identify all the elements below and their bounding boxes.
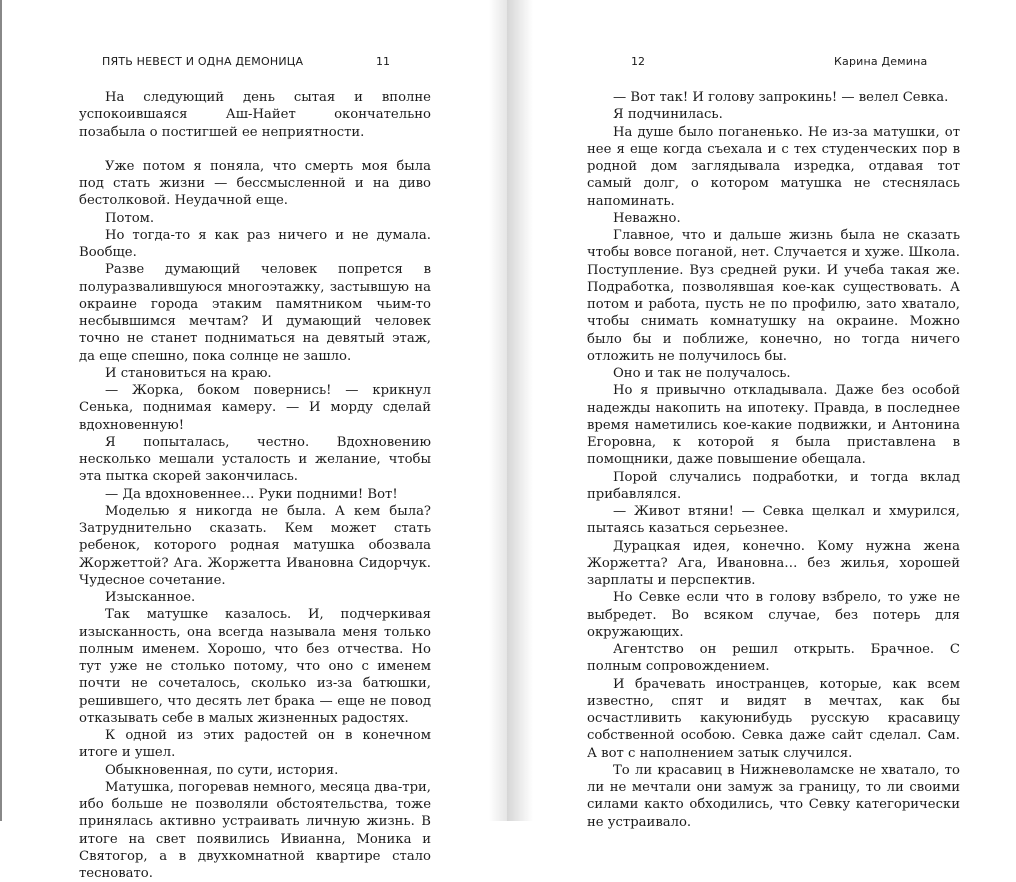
paragraph: — Да вдохновеннее… Руки подними! Вот! [105, 486, 398, 502]
paragraph: На душе было поганенько. Не из-за матушки, от нее я еще когда съехала и с тех студенческих пор в родной дом заглядывала изредка, отдавая тот самый долг, о котором матушка не стеснялась напоминать. [587, 124, 960, 209]
gutter-shadow [507, 0, 533, 821]
paragraph: Моделью я никогда не была. А кем была? Затруднительно сказать. Кем может стать ребенок, которого родная матушка обозвала Жоржеттой? Ага. Жоржетта Ивановна Сидорчук. Чудесное сочетание. [79, 503, 431, 588]
body-text-right [587, 89, 960, 831]
paragraph: Но тогда-то я как раз ничего и не думала. Вообще. [79, 227, 431, 260]
paragraph: Но я привычно откладывала. Даже без особой надежды накопить на ипотеку. Правда, в последнее время наметились кое-какие подвижки, и Антонина Егоровна, к которой я была приставлена в помощники, даже повышение обещала. [587, 383, 960, 468]
paragraph: И брачевать иностранцев, которые, как всем известно, спят и видят в мечтах, как бы осчастливить какуюнибудь русскую красавицу собственной особою. Севка даже сайт сделал. Сам. А вот с наполнением затык случился. [587, 676, 960, 761]
page-number-right: 12 [631, 55, 645, 68]
paragraph: Обыкновенная, по сути, история. [105, 762, 339, 778]
paragraph: То ли красавиц в Нижневоламске не хватало, то ли не мечтали они замуж за границу, то ли своими силами както обходились, что Севку категорически не устраивало. [587, 762, 960, 830]
paragraph: Я подчинилась. [613, 107, 723, 123]
paragraph: — Живот втяни! — Севка щелкал и хмурился, пытаясь казаться серьезнее. [587, 504, 960, 537]
page-number-left: 11 [376, 55, 390, 68]
page-edge [0, 0, 2, 821]
paragraph: Порой случались подработки, и тогда вклад прибавлялся. [587, 469, 960, 502]
paragraph: — Вот так! И голову запрокинь! — велел Севка. [613, 90, 949, 105]
body-text-left [79, 89, 431, 882]
paragraph: И становиться на краю. [105, 365, 272, 381]
paragraph: Я попыталась, честно. Вдохновению несколько мешали усталость и желание, чтобы эта пытка скорей закончилась. [79, 434, 431, 485]
paragraph: Дурацкая идея, конечно. Кому нужна жена Жоржетта? Ага, Ивановна… без жилья, хорошей зарплаты и перспектив. [587, 538, 960, 588]
left-page [0, 0, 507, 881]
paragraph: Главное, что и дальше жизнь была не сказать чтобы вовсе поганой, нет. Случается и хуже. Школа. Поступление. Вуз средней руки. И учеба такая же. Подработка, позволявшая кое-как существовать. А потом и работа, пусть не по профилю, зато хватало, чтобы снимать комнатушку на окраине. Можно было бы и поближе, конечно, но тогда ничего отложить не получилось бы. [587, 228, 960, 364]
gutter-shadow [489, 0, 507, 821]
paragraph: Потом. [105, 210, 155, 226]
right-page [507, 0, 1016, 830]
paragraph: Так матушке казалось. И, подчеркивая изысканность, она всегда называла меня только полным именем. Хорошо, что без отчества. Но тут уже не столько потому, что оно с именем почти не сочеталось, сколько из-за батюшки, решившего, что десять лет брака — еще не повод отказывать себе в малых жизненных радостях. [79, 607, 431, 726]
paragraph: Агентство он решил открыть. Брачное. С полным сопровождением. [587, 642, 960, 675]
paragraph: На следующий день сытая и вполне успокоившаяся Аш-Найет окончательно позабыла о постигшей ее неприятности. [79, 90, 431, 140]
paragraph: Оно и так не получалось. [613, 366, 791, 381]
paragraph: Неважно. [613, 210, 681, 226]
paragraph: Изысканное. [105, 590, 196, 605]
running-title-left: ПЯТЬ НЕВЕСТ И ОДНА ДЕМОНИЦА [102, 55, 304, 68]
paragraph: Разве думающий человек попрется в полуразвалившуюся многоэтажку, застывшую на окраине города этаким памятником чьим-то несбывшимся мечтам? И думающий человек точно не станет подниматься на девятый этаж, да еще спешно, пока солнце не зашло. [79, 262, 431, 364]
paragraph: Уже потом я поняла, что смерть моя была под стать жизни — бессмысленной и на диво бестолковой. Неудачной еще. [79, 158, 431, 209]
paragraph: — Жорка, боком повернись! — крикнул Сенька, поднимая камеру. — И морду сделай вдохновенную! [79, 383, 431, 433]
paragraph: К одной из этих радостей он в конечном итоге и ушел. [79, 728, 431, 761]
running-title-right: Карина Демина [834, 55, 928, 68]
paragraph: Матушка, погоревав немного, месяца два-три, ибо больше не позволяли обстоятельства, тоже принялась активно устраивать личную жизнь. В итоге на свет появились Ивианна, Моника и Святогор, а в двухкомнатной квартире стало тесновато. [79, 779, 431, 881]
paragraph: Но Севке если что в голову взбрело, то уже не выбредет. Во всяком случае, без потерь для окружающих. [587, 590, 960, 640]
